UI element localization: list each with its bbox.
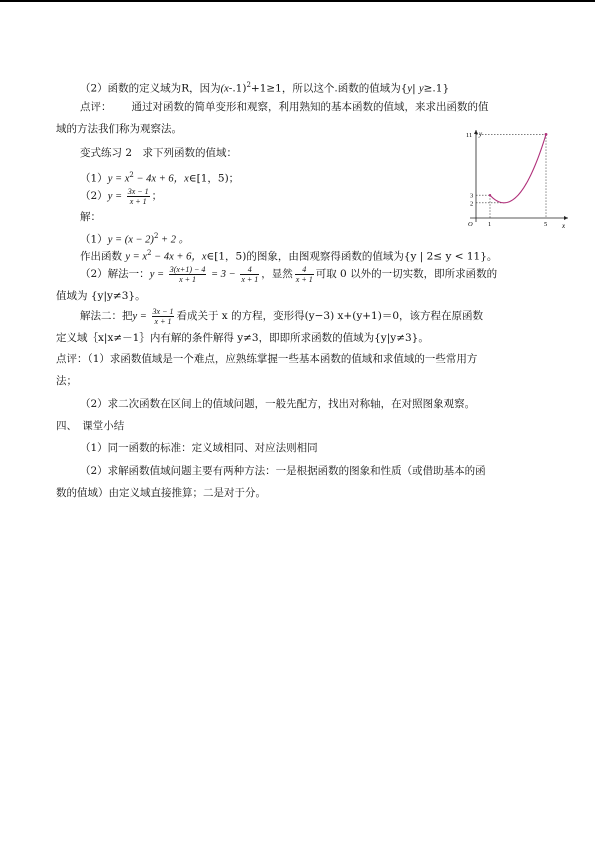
math-segment: = (112, 191, 125, 202)
solution-2-range: 值域为 {y|y≠3}。 (56, 290, 146, 302)
math-segment: − 4x + 6， (133, 173, 185, 185)
y-axis-arrow (474, 130, 478, 134)
math-segment: x (201, 251, 207, 263)
origin-label: O (468, 221, 473, 228)
fraction (127, 187, 150, 206)
text-segment: （2） (80, 190, 108, 202)
text-segment: ∈[1，5)； (188, 172, 240, 185)
y-tick-label: 11 (466, 131, 473, 139)
text-segment: （1） (80, 172, 108, 185)
summary-item-2-line-2: 数的值域）由定义域直接推算；二是对于分。 (56, 487, 266, 499)
graph-ticks (466, 132, 547, 228)
math-segment: = x (112, 173, 130, 185)
comment2-line-2: 法； (56, 375, 77, 387)
math-segment: y (132, 311, 138, 322)
math-segment: y (149, 269, 155, 280)
start-point (489, 194, 491, 196)
text-segment: R，因为 (181, 82, 221, 95)
math-segment: = (x − 2) (112, 234, 154, 246)
solution-1-range (80, 246, 497, 265)
y-tick-label: 3 (470, 192, 474, 200)
y-axis-label: y (479, 130, 483, 138)
graph-axes (468, 130, 568, 230)
solution-2-method-2 (80, 306, 483, 327)
fraction (240, 265, 259, 284)
solution-domain-line (80, 78, 449, 97)
math-segment: = (154, 269, 167, 280)
exercise-title: 变式练习 2 求下列函数的值域： (80, 147, 238, 159)
math-segment: x (184, 173, 189, 185)
fraction-numerator: 3x − 1 (152, 306, 174, 316)
fraction-denominator: x + 1 (129, 196, 147, 206)
fraction (152, 307, 175, 326)
text-segment: ≥.1} (423, 82, 450, 95)
text-segment: | (412, 82, 419, 95)
solution-2-method-1 (80, 264, 497, 285)
math-segment: y (107, 234, 113, 246)
text-segment: ； (151, 190, 163, 202)
parabola-curve (490, 134, 546, 202)
fraction (295, 265, 314, 284)
text-segment: 可取 0 以外的一切实数，即所求函数的 (315, 268, 498, 280)
exponent: 2 (147, 249, 152, 257)
text-segment: 看成关于 x 的方程，变形得(y−3) x+(y+1)＝0，该方程在原函数 (176, 310, 484, 322)
text-segment: 通过对函数的简单变形和观察，利用熟知的基本函数的值域，来求出函数的值 (131, 101, 489, 113)
math-segment: y (107, 173, 113, 185)
summary-item-1: （1）同一函数的标准：定义域相同、对应法则相同 (80, 442, 318, 454)
fraction-denominator: x + 1 (241, 274, 259, 284)
solution-label: 解： (80, 211, 101, 223)
y-tick-label: 2 (470, 200, 474, 208)
text-segment: 作出函数 (80, 250, 126, 263)
fraction-numerator: 3x − 1 (127, 186, 149, 196)
math-segment: y (107, 191, 113, 202)
fraction (169, 265, 207, 284)
graph-curve (489, 133, 548, 203)
text-segment: （2）解法一： (80, 268, 150, 280)
exercise-item-1 (80, 168, 239, 187)
exponent: 2 (246, 81, 251, 89)
math-segment: y (407, 83, 413, 95)
function-graph (464, 128, 572, 232)
comment2-line-1: 点评：（1）求函数值域是一个难点，应熟练掌握一些基本函数的值域和求值域的一些常用方 (56, 353, 478, 365)
graph-guides (476, 134, 546, 218)
comment-label: 点评： (80, 101, 112, 113)
fraction-numerator: 4 (240, 265, 259, 275)
exponent: 2 (129, 171, 134, 179)
page-top-border (0, 0, 595, 2)
fraction-numerator: 3(x+1) − 4 (169, 264, 206, 274)
math-segment: = x (130, 251, 148, 263)
math-segment: y (418, 83, 424, 95)
math-segment: = 3 − (208, 269, 239, 280)
text-segment: 域的方法我们称为观察法。 (56, 123, 182, 135)
end-point-open (545, 133, 548, 136)
x-tick-label: 5 (544, 221, 548, 228)
fraction-denominator: x + 1 (295, 274, 313, 284)
x-tick-label: 1 (488, 221, 492, 228)
math-segment: + 2 。 (158, 234, 190, 246)
x-axis-arrow (564, 216, 568, 220)
exercise-item-2 (80, 186, 162, 207)
text-segment: （1） (80, 233, 108, 246)
text-segment: （2）函数的定义域为 (80, 82, 182, 95)
fraction-denominator: x + 1 (154, 316, 172, 326)
math-segment: (x (220, 83, 229, 95)
text-segment: 解法二：把 (80, 310, 133, 322)
comment-line-1 (80, 100, 489, 114)
text-segment: ∈[1，5)的图象，由图观察得函数的值域为{y | 2≤ y < 11}。 (206, 250, 498, 263)
math-segment: y (125, 251, 131, 263)
math-segment: = (137, 311, 150, 322)
summary-item-2-line-1: （2）求解函数值域问题主要有两种方法：一是根据函数的图象和性质（或借助基本的函 (80, 465, 486, 477)
text-segment: ，显然 (261, 268, 293, 280)
fraction-denominator: x + 1 (179, 274, 197, 284)
solution-1-formula (80, 229, 189, 248)
x-axis-label: x (562, 222, 566, 230)
text-segment: +1≥1，所以这个.函数的值域为{ (250, 82, 408, 95)
comment2-line-3: （2）求二次函数在区间上的值域问题，一般先配方，找出对称轴，在对照图象观察。 (80, 398, 476, 410)
section-heading-summary: 四、 课堂小结 (56, 420, 125, 432)
math-segment: − 4x + 6， (151, 251, 202, 263)
comment-line-2 (56, 122, 182, 136)
text-segment: -.1) (228, 82, 247, 95)
solution-2-method-2-cont: 定义域｛x|x≠－1｝内有解的条件解得 y≠3，即即所求函数的值域为{y|y≠3}。 (56, 332, 429, 344)
fraction-numerator: 4 (295, 265, 314, 275)
exponent: 2 (153, 232, 159, 240)
